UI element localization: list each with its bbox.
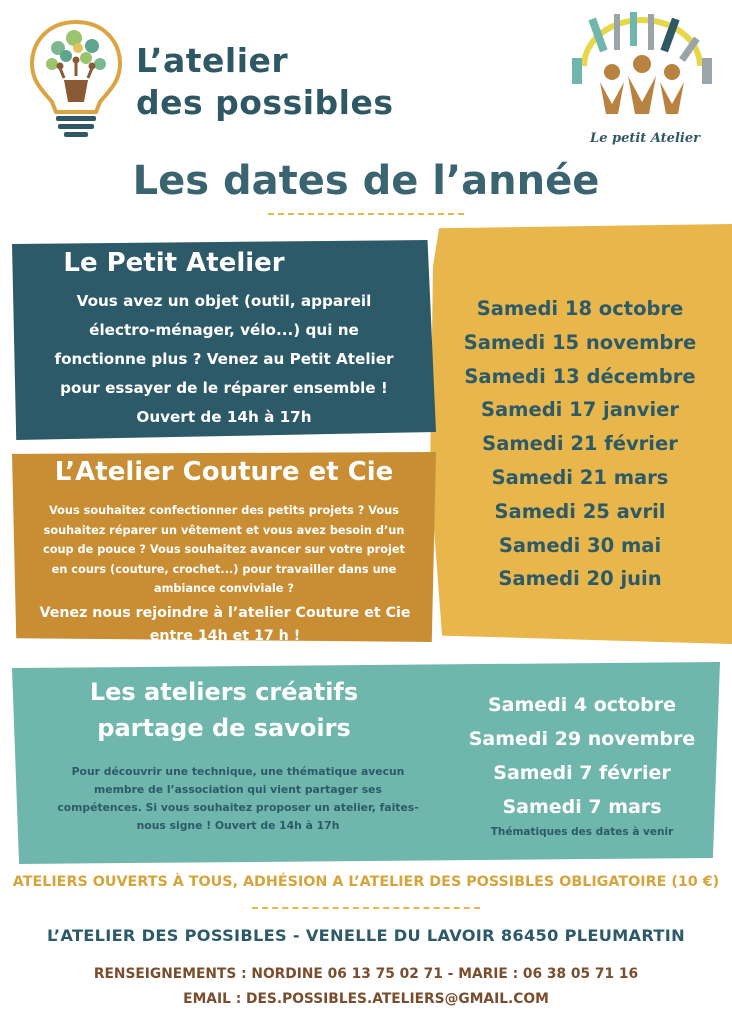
date-item: Samedi 17 janvier	[480, 398, 680, 422]
date-item: Samedi 25 avril	[494, 499, 666, 523]
phone-contacts: RENSEIGNEMENTS : NORDINE 06 13 75 02 71 - MARIE : 06 38 05 71 16	[93, 966, 639, 982]
couture-line: en cours (couture, crochet...) pour travailler dans une	[51, 562, 397, 576]
adhesion-notice: ATELIERS OUVERTS À TOUS, ADHÉSION A L’ATELIER DES POSSIBLES OBLIGATOIRE (10 €)	[12, 874, 720, 890]
contact-info	[0, 962, 732, 1012]
couture-line: ambiance conviviale ?	[154, 582, 294, 595]
petit-atelier-line: Vous avez un objet (outil, appareil	[76, 292, 372, 310]
creatifs-date-item: Samedi 4 octobre	[487, 694, 677, 716]
date-item: Samedi 13 décembre	[464, 364, 696, 388]
dates-list	[446, 292, 714, 596]
creatifs-title-line1: Les ateliers créatifs	[89, 678, 359, 706]
brand-name-line2: des possibles	[136, 83, 394, 122]
couture-cta-line: Venez nous rejoindre à l’atelier Couture et Cie	[39, 605, 411, 621]
creatifs-line: nous signe ! Ouvert de 14h à 17h	[136, 819, 340, 832]
creatifs-line: Pour découvrir une technique, une thématique avecun	[71, 765, 405, 778]
couture-cta-line: entre 14h et 17 h !	[149, 628, 301, 644]
footer-divider	[252, 907, 480, 909]
date-item: Samedi 21 février	[482, 432, 678, 456]
couture-call-to-action	[20, 602, 430, 648]
creatifs-date-item: Samedi 7 mars	[502, 796, 662, 818]
petit-atelier-line: électro-ménager, vélo...) qui ne	[89, 321, 359, 339]
petit-atelier-line: fonctionne plus ? Venez au Petit Atelier	[54, 350, 394, 368]
date-item: Samedi 20 juin	[498, 567, 662, 591]
creatifs-note: Thématiques des dates à venir	[490, 826, 674, 838]
couture-line: coup de pouce ? Vous souhaitez avancer sur votre projet	[43, 543, 405, 556]
address: L’ATELIER DES POSSIBLES - VENELLE DU LAVOIR 86450 PLEUMARTIN	[47, 926, 685, 945]
page-title: Les dates de l’année	[132, 158, 600, 204]
couture-line: Vous souhaitez confectionner des petits projets ? Vous	[49, 504, 399, 517]
creatifs-date-item: Samedi 7 février	[493, 762, 671, 784]
email-contact: EMAIL : DES.POSSIBLES.ATELIERS@GMAIL.COM	[183, 991, 549, 1007]
couture-title: L’Atelier Couture et Cie	[54, 457, 394, 487]
brand-name	[136, 40, 393, 124]
creatifs-dates-list	[448, 688, 716, 824]
creatifs-title	[40, 674, 408, 746]
date-item: Samedi 18 octobre	[476, 297, 684, 320]
creatifs-description	[38, 763, 438, 835]
creatifs-line: membre de l’association qui vient partager ses	[94, 783, 382, 796]
creatifs-title-line2: partage de savoirs	[97, 714, 351, 742]
petit-atelier-line: pour essayer de le réparer ensemble !	[60, 379, 388, 397]
date-item: Samedi 30 mai	[498, 533, 662, 557]
date-item: Samedi 21 mars	[491, 465, 669, 489]
creatifs-line: compétences. Si vous souhaitez proposer un atelier, faites-	[57, 801, 419, 814]
date-item: Samedi 15 novembre	[463, 330, 697, 354]
couture-description	[24, 501, 424, 599]
petit-atelier-description	[24, 287, 424, 432]
petit-atelier-logo-icon	[566, 10, 718, 124]
atelier-possibles-logo-icon	[26, 18, 126, 140]
title-divider	[268, 213, 464, 215]
petit-atelier-logo-caption: Le petit Atelier	[590, 131, 700, 146]
brand-name-line1: L’atelier	[136, 41, 289, 80]
petit-atelier-title: Le Petit Atelier	[63, 248, 285, 278]
couture-line: souhaitez réparer un vêtement et vous avez besoin d’un	[43, 523, 405, 537]
petit-atelier-line: Ouvert de 14h à 17h	[136, 408, 312, 426]
creatifs-date-item: Samedi 29 novembre	[468, 728, 696, 750]
